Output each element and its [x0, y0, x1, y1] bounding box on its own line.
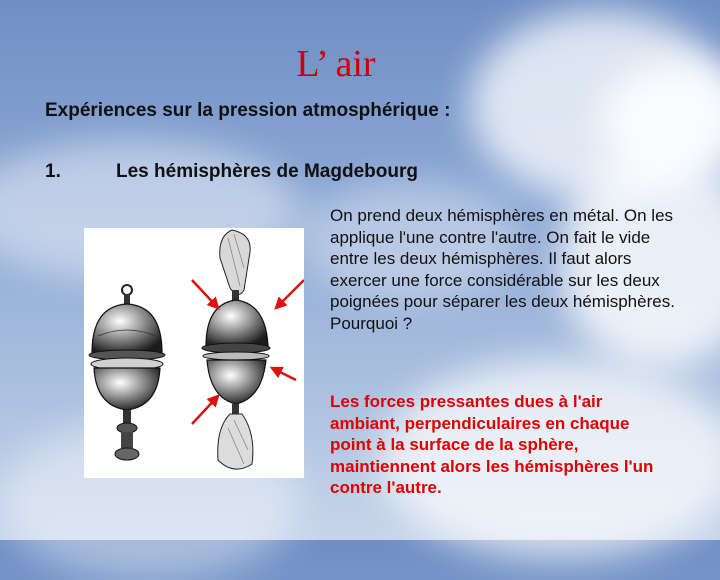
force-arrow-icon [272, 368, 296, 380]
force-arrow-icon [192, 396, 218, 424]
force-arrow-icon [192, 280, 218, 308]
magdeburg-hemispheres-drawing [84, 228, 304, 478]
magdeburg-hemispheres-closed-illustration [202, 230, 270, 469]
list-item-number: 1. [45, 161, 61, 182]
answer-paragraph: Les forces pressantes dues à l'air ambiant, perpendiculaires en chaque point à la surface de la sphère, maintiennent alors les hémisphères l'un contre l'autre. [330, 392, 654, 497]
magdeburg-hemispheres-open-illustration [89, 285, 165, 460]
slide-subtitle: Expériences sur la pression atmosphérique : [45, 100, 451, 121]
list-item-title: Les hémisphères de Magdebourg [116, 161, 418, 182]
magdeburg-illustration [84, 228, 304, 478]
explanation-paragraph: On prend deux hémisphères en métal. On les applique l'une contre l'autre. On fait le vide entre les deux hémisphères. Il faut alors exercer une force considérable sur les deux poignées pour séparer les deux hémisphères. Pourquoi ? [330, 206, 675, 333]
force-arrow-icon [276, 280, 304, 308]
slide-title: L’ air [296, 43, 376, 85]
